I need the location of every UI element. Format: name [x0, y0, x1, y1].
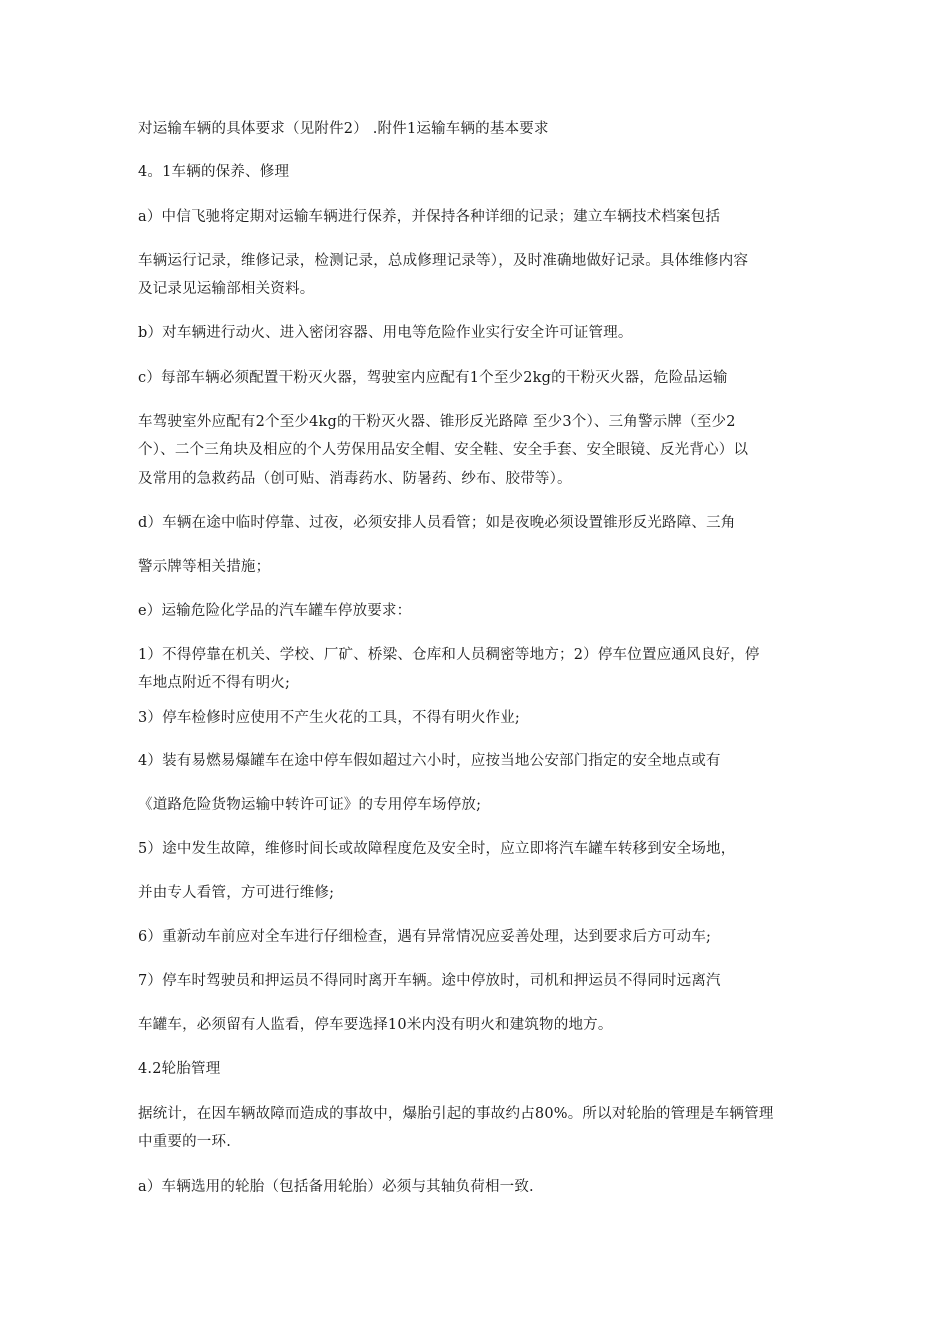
text-line: 《道路危险货物运输中转许可证》的专用停车场停放; [138, 797, 482, 813]
text-line: a）中信飞驰将定期对运输车辆进行保养，并保持各种详细的记录；建立车辆技术档案包括 [138, 209, 721, 225]
text-line: a）车辆选用的轮胎（包括备用轮胎）必须与其轴负荷相一致. [138, 1179, 534, 1195]
text-line: 4）装有易燃易爆罐车在途中停车假如超过六小时，应按当地公安部门指定的安全地点或有 [138, 753, 721, 769]
text-line: 6）重新动车前应对全车进行仔细检查，遇有异常情况应妥善处理，达到要求后方可动车; [138, 929, 712, 945]
text-line: 车罐车，必须留有人监看，停车要选择10米内没有明火和建筑物的地方。 [138, 1017, 613, 1033]
text-line: 并由专人看管，方可进行维修; [138, 885, 335, 901]
text-line: 警示牌等相关措施； [138, 559, 271, 575]
text-line: 车辆运行记录，维修记录，检测记录，总成修理记录等），及时准确地做好记录。具体维修内容 [138, 253, 749, 269]
text-line: 3）停车检修时应使用不产生火花的工具，不得有明火作业; [138, 710, 521, 726]
text-line: d）车辆在途中临时停靠、过夜，必须安排人员看管；如是夜晚必须设置锥形反光路障、三角 [138, 515, 736, 531]
text-line: e）运输危险化学品的汽车罐车停放要求： [138, 603, 412, 619]
text-line: 中重要的一环. [138, 1134, 232, 1150]
text-line: 5）途中发生故障，维修时间长或故障程度危及安全时，应立即将汽车罐车转移到安全场地， [138, 841, 736, 857]
section-heading: 4。1车辆的保养、修理 [138, 164, 290, 180]
text-line: 车地点附近不得有明火; [138, 675, 291, 691]
text-line: 对运输车辆的具体要求（见附件2） .附件1运输车辆的基本要求 [138, 121, 549, 137]
text-line: 7）停车时驾驶员和押运员不得同时离开车辆。途中停放时，司机和押运员不得同时远离汽 [138, 973, 721, 989]
text-line: 1）不得停靠在机关、学校、厂矿、桥梁、仓库和人员稠密等地方；2）停车位置应通风良好，停 [138, 647, 760, 663]
text-line: b）对车辆进行动火、进入密闭容器、用电等危险作业实行安全许可证管理。 [138, 325, 633, 341]
text-line: 及记录见运输部相关资料。 [138, 281, 315, 297]
text-line: 据统计，在因车辆故障而造成的事故中，爆胎引起的事故约占80%。所以对轮胎的管理是车辆管理 [138, 1106, 774, 1122]
text-line: 个）、二个三角块及相应的个人劳保用品安全帽、安全鞋、安全手套、安全眼镜、反光背心）以 [138, 442, 749, 458]
text-line: c）每部车辆必须配置干粉灭火器，驾驶室内应配有1个至少2kg的干粉灭火器，危险品运输 [138, 370, 728, 386]
section-heading: 4.2轮胎管理 [138, 1061, 221, 1077]
text-line: 车驾驶室外应配有2个至少4kg的干粉灭火器、锥形反光路障 至少3个）、三角警示牌（至少2 [138, 414, 736, 430]
text-line: 及常用的急救药品（创可贴、消毒药水、防暑药、纱布、胶带等）。 [138, 471, 572, 487]
